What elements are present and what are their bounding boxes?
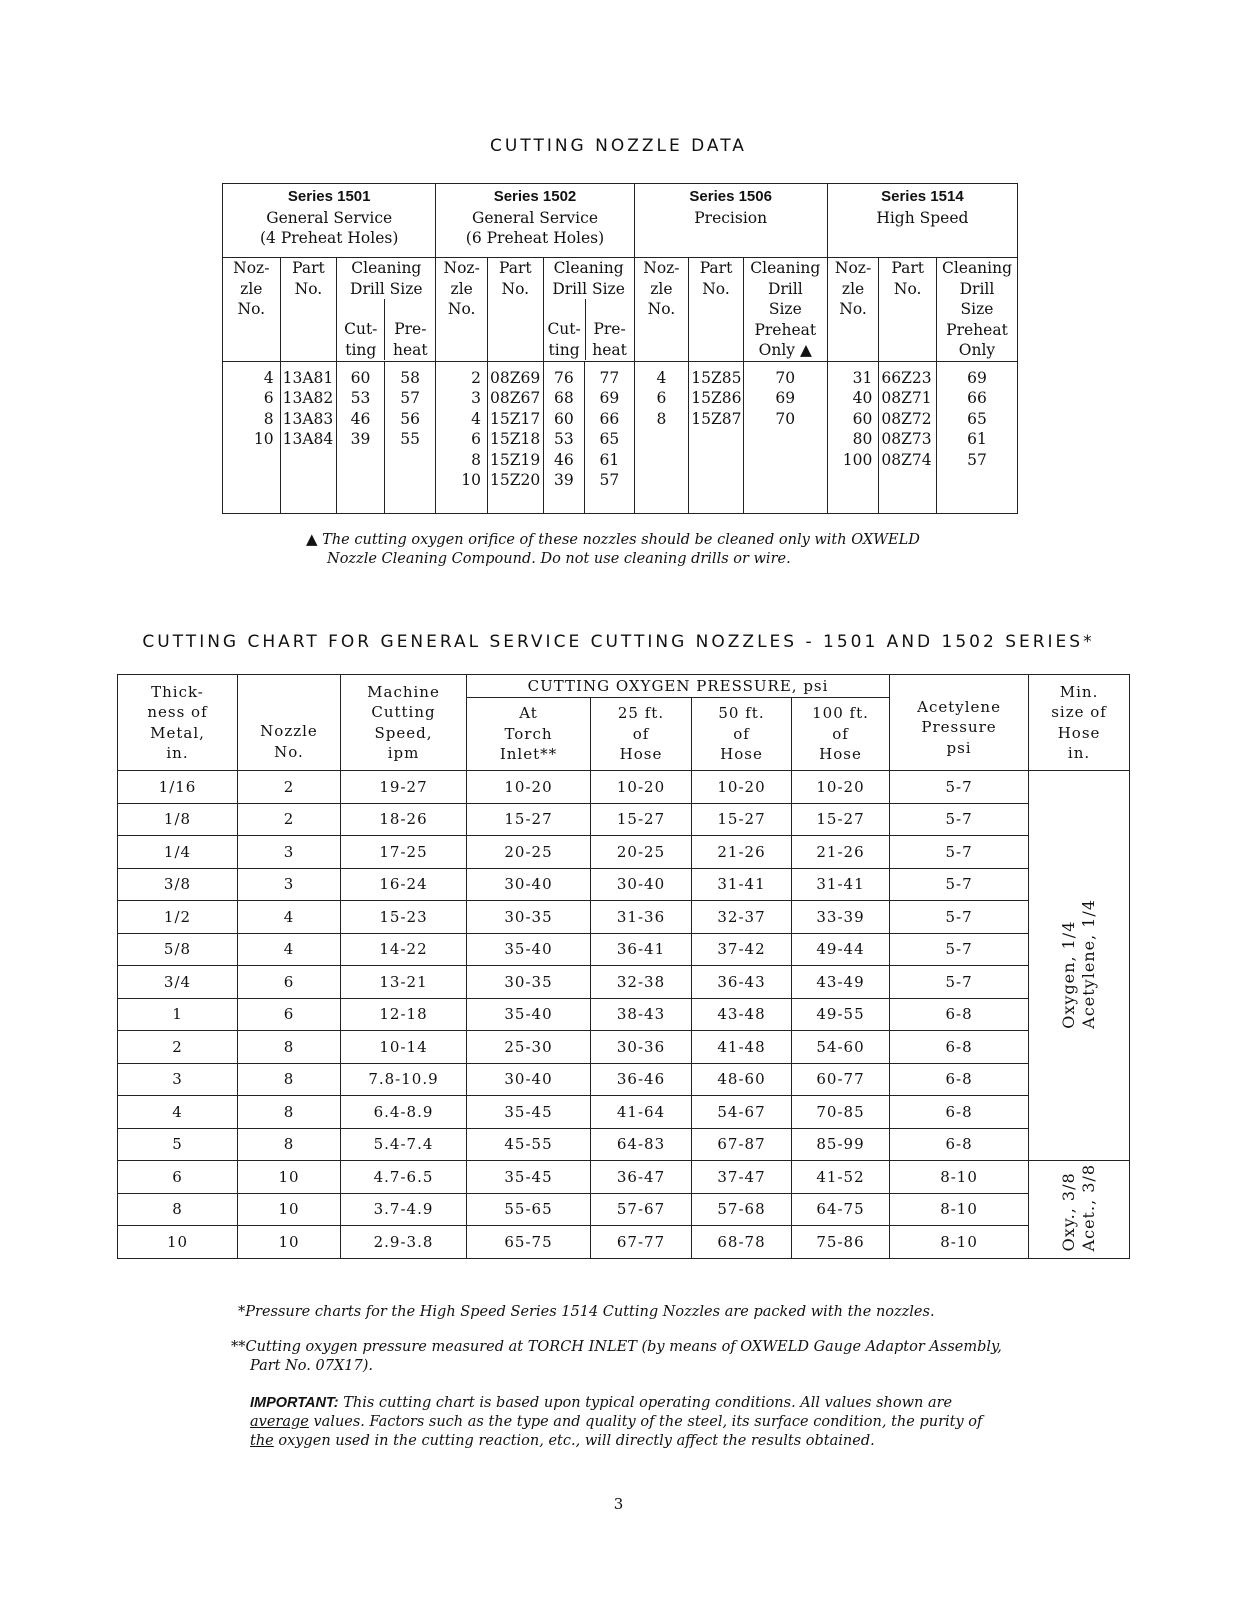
header-hose-size: Min. size of Hose in. — [1029, 675, 1130, 771]
table-row: 3/8 3 16-24 30-40 30-40 31-41 31-41 5-7 — [118, 868, 1130, 901]
s1502-cutting-list: 76 68 60 53 46 39 — [543, 361, 584, 513]
table-row: 6 10 4.7-6.5 35-45 36-47 37-47 41-52 8-10 Oxy., 3/8 Acet., 3/8 — [118, 1161, 1130, 1194]
table-row: 5/8 4 14-22 35-40 36-41 37-42 49-44 5-7 — [118, 933, 1130, 966]
table-row: 3 8 7.8-10.9 30-40 36-46 48-60 60-77 6-8 — [118, 1063, 1130, 1096]
important-note: IMPORTANT: This cutting chart is based upon typical operating conditions. All values shown are — [250, 1395, 953, 1411]
col-cleaning-1502: Cleaning Drill Size Cut- ting Pre- heat — [543, 258, 634, 362]
col-cleaning-1506: Cleaning Drill Size Preheat Only ▲ — [743, 258, 827, 362]
col-nozzle-1501: Noz- zle No. — [223, 258, 281, 362]
col-nozzle-1502: Noz- zle No. — [436, 258, 488, 362]
nozzle-data-title: CUTTING NOZZLE DATA — [490, 136, 747, 156]
table-row: 1/2 4 15-23 30-35 31-36 32-37 33-39 5-7 — [118, 901, 1130, 934]
table-row: 10 10 2.9-3.8 65-75 67-77 68-78 75-86 8-10 — [118, 1226, 1130, 1259]
s1501-preheat-list: 58 57 56 55 — [384, 361, 436, 513]
table-row: 5 8 5.4-7.4 45-55 64-83 67-87 85-99 6-8 — [118, 1128, 1130, 1161]
col-part-1501: Part No. — [280, 258, 337, 362]
header-thickness: Thick- ness of Metal, in. — [118, 675, 238, 771]
col-part-1514: Part No. — [879, 258, 937, 362]
header-speed: Machine Cutting Speed, ipm — [341, 675, 467, 771]
series-1506-header: Series 1506 Precision — [634, 184, 827, 258]
nozzle-footnote-line2: Nozzle Cleaning Compound. Do not use cleaning drills or wire. — [327, 551, 791, 567]
star-note: *Pressure charts for the High Speed Series 1514 Cutting Nozzles are packed with the nozzles. — [238, 1304, 935, 1320]
s1514-part-list: 66Z23 08Z71 08Z72 08Z73 08Z74 — [879, 361, 937, 513]
header-hose-25: 25 ft. of Hose — [591, 698, 692, 771]
s1501-cutting-list: 60 53 46 39 — [337, 361, 385, 513]
s1502-nozzle-list: 2 3 4 6 8 10 — [436, 361, 488, 513]
s1502-part-list: 08Z69 08Z67 15Z17 15Z18 15Z19 15Z20 — [487, 361, 543, 513]
cutting-chart-title: CUTTING CHART FOR GENERAL SERVICE CUTTING NOZZLES - 1501 AND 1502 SERIES* — [142, 632, 1095, 652]
table-row: 3/4 6 13-21 30-35 32-38 36-43 43-49 5-7 — [118, 966, 1130, 999]
table-row: 1/8 2 18-26 15-27 15-27 15-27 15-27 5-7 — [118, 803, 1130, 836]
col-nozzle-1506: Noz- zle No. — [634, 258, 689, 362]
s1514-nozzle-list: 31 40 60 80 100 — [827, 361, 879, 513]
col-part-1506: Part No. — [689, 258, 744, 362]
header-at-torch: At Torch Inlet** — [467, 698, 591, 771]
s1514-preheat-list: 69 66 65 61 57 — [936, 361, 1017, 513]
s1506-preheat-list: 70 69 70 — [743, 361, 827, 513]
col-cleaning-1501: Cleaning Drill Size Cut- ting Pre- heat — [337, 258, 436, 362]
table-row: 8 10 3.7-4.9 55-65 57-67 57-68 64-75 8-10 — [118, 1193, 1130, 1226]
table-row: 4 8 6.4-8.9 35-45 41-64 54-67 70-85 6-8 — [118, 1096, 1130, 1129]
s1506-nozzle-list: 4 6 8 — [634, 361, 689, 513]
table-row: 1/16 2 19-27 10-20 10-20 10-20 10-20 5-7 Oxygen, 1/4 Acetylene, 1/4 — [118, 771, 1130, 804]
table-row: 1 6 12-18 35-40 38-43 43-48 49-55 6-8 — [118, 998, 1130, 1031]
header-pressure-group: CUTTING OXYGEN PRESSURE, psi — [467, 675, 890, 698]
series-1514-header: Series 1514 High Speed — [827, 184, 1017, 258]
table-row: 2 8 10-14 25-30 30-36 41-48 54-60 6-8 — [118, 1031, 1130, 1064]
s1501-part-list: 13A81 13A82 13A83 13A84 — [280, 361, 337, 513]
col-part-1502: Part No. — [487, 258, 543, 362]
important-note-line3: the oxygen used in the cutting reaction, etc., will directly affect the results obtained. — [250, 1433, 875, 1449]
series-1502-header: Series 1502 General Service (6 Preheat Holes) — [436, 184, 634, 258]
header-hose-50: 50 ft. of Hose — [692, 698, 792, 771]
hose-size-group-2: Oxy., 3/8 Acet., 3/8 — [1029, 1161, 1130, 1259]
series-1501-header: Series 1501 General Service (4 Preheat Holes) — [223, 184, 436, 258]
col-cleaning-1514: Cleaning Drill Size Preheat Only — [936, 258, 1017, 362]
col-nozzle-1514: Noz- zle No. — [827, 258, 879, 362]
nozzle-data-table — [222, 183, 1018, 514]
header-acetylene: Acetylene Pressure psi — [890, 675, 1029, 771]
s1501-nozzle-list: 4 6 8 10 — [223, 361, 281, 513]
hose-size-group-1: Oxygen, 1/4 Acetylene, 1/4 — [1029, 771, 1130, 1161]
important-note-line2: average values. Factors such as the type and quality of the steel, its surface condition, the purity of — [250, 1414, 983, 1430]
page-number: 3 — [613, 1495, 624, 1513]
double-star-note: **Cutting oxygen pressure measured at TORCH INLET (by means of OXWELD Gauge Adaptor Assembly, — [231, 1339, 1002, 1355]
s1502-preheat-list: 77 69 66 65 61 57 — [585, 361, 635, 513]
table-row: 1/4 3 17-25 20-25 20-25 21-26 21-26 5-7 — [118, 836, 1130, 869]
double-star-note-line2: Part No. 07X17). — [250, 1358, 373, 1374]
s1506-part-list: 15Z85 15Z86 15Z87 — [689, 361, 744, 513]
header-hose-100: 100 ft. of Hose — [792, 698, 890, 771]
triangle-icon: ▲ — [306, 530, 318, 548]
nozzle-footnote: ▲ The cutting oxygen orifice of these nozzles should be cleaned only with OXWELD — [306, 530, 920, 548]
header-nozzle: Nozzle No. — [238, 675, 341, 771]
cutting-chart-table — [117, 674, 1130, 1259]
